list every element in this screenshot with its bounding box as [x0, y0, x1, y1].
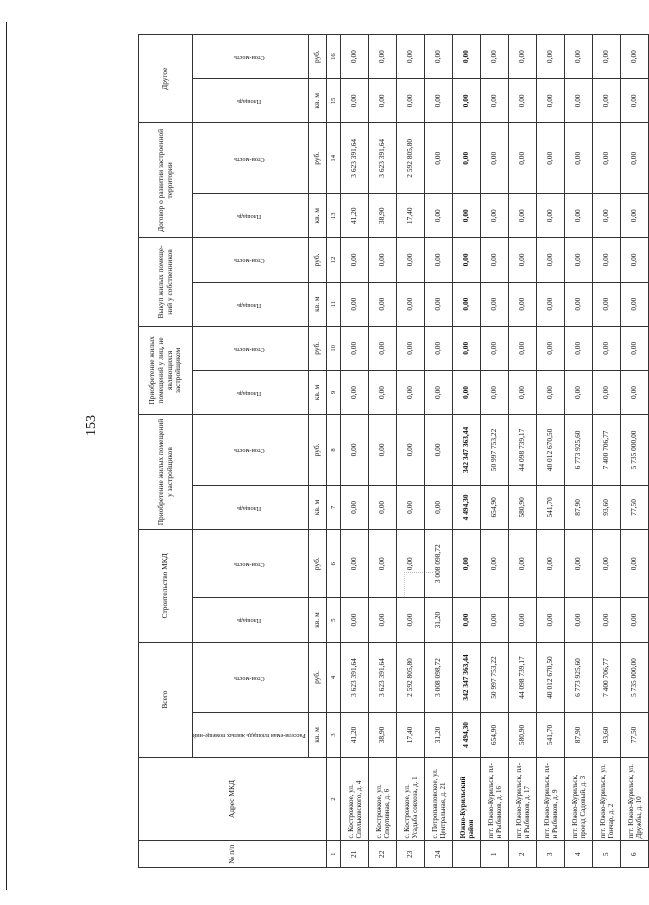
cell-area: 17,40	[397, 194, 425, 238]
column-number-row	[327, 35, 341, 868]
header-area: Площадь	[193, 370, 309, 414]
cell-cost: 0,00	[481, 35, 509, 79]
table-row	[481, 35, 509, 868]
table-body	[139, 35, 649, 868]
column-number-cell: 8	[327, 415, 341, 486]
cell-cost: 0,00	[621, 35, 649, 79]
table-row	[425, 35, 453, 868]
cell-area: 38,90	[369, 713, 397, 757]
cell-area: 0,00	[481, 282, 509, 326]
district-row	[453, 35, 481, 868]
header-address: Адрес МКД	[139, 757, 327, 841]
cell-cost: 44 098 739,17	[509, 642, 537, 713]
header-cost: Стои-мость	[193, 415, 309, 486]
table-row	[593, 35, 621, 868]
cell-cost: 0,00	[397, 529, 425, 598]
cell-area: 17,40	[397, 713, 425, 757]
cell-cost: 0,00	[593, 326, 621, 370]
cell-area: 0,00	[397, 79, 425, 123]
row-number: 6	[621, 841, 649, 868]
cell-area: 4 494,30	[453, 713, 481, 757]
cell-area: 0,00	[593, 194, 621, 238]
cell-area: 41,20	[341, 194, 369, 238]
cell-cost: 0,00	[341, 326, 369, 370]
cell-cost: 0,00	[621, 123, 649, 194]
unit-area: кв. м	[309, 713, 327, 757]
cell-area: 0,00	[593, 370, 621, 414]
cell-area: 0,00	[537, 79, 565, 123]
header-group-territory-development: Договор о развитии застроенной территории	[139, 123, 193, 238]
cell-cost: 0,00	[453, 123, 481, 194]
cell-cost: 0,00	[565, 529, 593, 598]
row-address: пгт. Южно-Курильск, пл-н Рыбников, д. 16	[481, 757, 509, 841]
unit-area: кв. м	[309, 370, 327, 414]
cell-area: 0,00	[397, 485, 425, 529]
cell-cost: 7 400 706,77	[593, 642, 621, 713]
cell-cost: 0,00	[481, 238, 509, 282]
cell-cost: 0,00	[453, 238, 481, 282]
header-area: Площадь	[193, 598, 309, 642]
cell-cost: 0,00	[369, 529, 397, 598]
column-number-cell: 9	[327, 370, 341, 414]
unit-cost: руб.	[309, 415, 327, 486]
row-address: с. Кострожкое, ул. Усадьба совхоза, д. 1	[397, 757, 425, 841]
header-area: Площадь	[193, 282, 309, 326]
cell-area: 87,90	[565, 485, 593, 529]
row-number: 5	[593, 841, 621, 868]
row-number: 3	[537, 841, 565, 868]
unit-cost: руб.	[309, 238, 327, 282]
unit-cost: руб.	[309, 326, 327, 370]
cell-cost: 0,00	[481, 326, 509, 370]
cell-area: 0,00	[621, 598, 649, 642]
row-address: Южно-Курильский район	[453, 757, 481, 841]
cell-cost: 0,00	[593, 238, 621, 282]
cell-area: 0,00	[397, 282, 425, 326]
cell-cost: 0,00	[537, 238, 565, 282]
cell-cost: 5 735 000,00	[621, 642, 649, 713]
cell-cost: 0,00	[621, 529, 649, 598]
cell-cost: 0,00	[481, 123, 509, 194]
cell-area: 93,60	[593, 713, 621, 757]
cell-cost: 0,00	[537, 529, 565, 598]
cell-area: 0,00	[593, 79, 621, 123]
column-number-cell: 14	[327, 123, 341, 194]
cell-cost: 40 012 670,50	[537, 642, 565, 713]
cell-area: 0,00	[341, 282, 369, 326]
header-group-purchase-non-developers: Приобретение жилых помещений у лиц, не являющихся застройщиком	[139, 326, 193, 414]
row-address: пгт. Южно-Курильск, ул. Дружбы, д. 10	[621, 757, 649, 841]
cell-cost: 0,00	[537, 123, 565, 194]
cell-area: 0,00	[425, 485, 453, 529]
cell-cost: 0,00	[425, 35, 453, 79]
cell-cost: 40 012 670,50	[537, 415, 565, 486]
unit-area: кв. м	[309, 598, 327, 642]
header-area: Площадь	[193, 194, 309, 238]
unit-area: кв. м	[309, 79, 327, 123]
cell-cost: 0,00	[425, 415, 453, 486]
row-address: пгт. Южно-Курильск, пл-н Рыбников, д. 17	[509, 757, 537, 841]
column-number-cell: 5	[327, 598, 341, 642]
unit-area: кв. м	[309, 194, 327, 238]
cell-area: 0,00	[509, 79, 537, 123]
header-row-groups	[139, 35, 193, 868]
cell-cost: 0,00	[481, 529, 509, 598]
column-number-cell: 4	[327, 642, 341, 713]
cell-area: 0,00	[453, 282, 481, 326]
column-number-cell: 15	[327, 79, 341, 123]
cell-cost: 6 773 925,60	[565, 642, 593, 713]
cell-area: 0,00	[425, 370, 453, 414]
cell-area: 0,00	[621, 79, 649, 123]
cell-area: 580,90	[509, 485, 537, 529]
row-address: с. Кострожкое, ул. Спельковского, д. 4	[341, 757, 369, 841]
row-address: с. Кострожкое, ул. Спортивная, д. 6	[369, 757, 397, 841]
cell-cost: 0,00	[621, 238, 649, 282]
row-number: 21	[341, 841, 369, 868]
cell-cost: 3 623 391,64	[369, 123, 397, 194]
table-row	[397, 35, 425, 868]
column-number-cell: 11	[327, 282, 341, 326]
unit-cost: руб.	[309, 642, 327, 713]
cell-cost: 5 735 000,00	[621, 415, 649, 486]
cell-area: 0,00	[593, 598, 621, 642]
cell-cost: 0,00	[565, 123, 593, 194]
cell-cost: 0,00	[369, 35, 397, 79]
cell-cost: 342 347 363,44	[453, 415, 481, 486]
header-area: Площадь	[193, 79, 309, 123]
cell-cost: 0,00	[453, 35, 481, 79]
unit-area: кв. м	[309, 485, 327, 529]
cell-area: 0,00	[509, 282, 537, 326]
cell-area: 0,00	[565, 282, 593, 326]
cell-area: 0,00	[341, 485, 369, 529]
header-group-total: Всего	[139, 642, 193, 757]
cell-cost: 3 008 098,72	[425, 529, 453, 598]
cell-cost: 0,00	[425, 123, 453, 194]
cell-cost: 0,00	[453, 529, 481, 598]
cell-area: 0,00	[341, 598, 369, 642]
resettlement-table	[138, 34, 649, 868]
cell-cost: 6 773 925,60	[565, 415, 593, 486]
cell-cost: 0,00	[565, 326, 593, 370]
row-number: 24	[425, 841, 453, 868]
unit-cost: руб.	[309, 529, 327, 598]
table-row	[509, 35, 537, 868]
cell-area: 0,00	[453, 194, 481, 238]
column-number-cell: 3	[327, 713, 341, 757]
cell-cost: 0,00	[453, 326, 481, 370]
cell-cost: 0,00	[509, 326, 537, 370]
cell-area: 87,90	[565, 713, 593, 757]
cell-cost: 0,00	[397, 415, 425, 486]
cell-area: 77,50	[621, 485, 649, 529]
cell-area: 0,00	[481, 370, 509, 414]
cell-area: 0,00	[453, 598, 481, 642]
cell-area: 0,00	[509, 370, 537, 414]
header-row-units	[309, 35, 327, 868]
cell-area: 0,00	[453, 370, 481, 414]
cell-area: 0,00	[453, 79, 481, 123]
cell-cost: 3 623 391,64	[369, 642, 397, 713]
header-group-construction: Строительство МКД	[139, 529, 193, 642]
cell-cost: 0,00	[397, 35, 425, 79]
cell-area: 0,00	[565, 194, 593, 238]
cell-area: 541,70	[537, 485, 565, 529]
cell-cost: 3 623 391,64	[341, 642, 369, 713]
row-number: 22	[369, 841, 397, 868]
cell-cost: 0,00	[537, 326, 565, 370]
cell-area: 0,00	[565, 79, 593, 123]
column-number-cell: 13	[327, 194, 341, 238]
cell-cost: 0,00	[341, 415, 369, 486]
cell-area: 0,00	[537, 282, 565, 326]
page-number: 153	[84, 415, 99, 436]
cell-area: 0,00	[369, 282, 397, 326]
cell-area: 0,00	[509, 598, 537, 642]
cell-area: 0,00	[341, 79, 369, 123]
cell-area: 0,00	[621, 370, 649, 414]
column-number-cell: 2	[327, 757, 341, 841]
unit-cost: руб.	[309, 35, 327, 79]
cell-cost: 7 400 706,77	[593, 415, 621, 486]
cell-area: 654,90	[481, 713, 509, 757]
header-area: Площадь	[193, 485, 309, 529]
cell-cost: 0,00	[425, 326, 453, 370]
cell-cost: 0,00	[397, 326, 425, 370]
header-group-purchase-developers: Приобретение жилых помещений у застройщиков	[139, 415, 193, 530]
row-number: 4	[565, 841, 593, 868]
cell-area: 0,00	[397, 370, 425, 414]
header-cost: Стои-мость	[193, 326, 309, 370]
cell-cost: 0,00	[425, 238, 453, 282]
table-row	[565, 35, 593, 868]
table-row	[621, 35, 649, 868]
cell-area: 0,00	[509, 194, 537, 238]
cell-area: 93,60	[593, 485, 621, 529]
cell-cost: 0,00	[509, 238, 537, 282]
header-group-buyout-owners: Выкуп жилых помеще-ний у собственников	[139, 238, 193, 326]
cell-area: 0,00	[593, 282, 621, 326]
cell-area: 0,00	[369, 370, 397, 414]
cell-area: 0,00	[397, 598, 425, 642]
cell-area: 0,00	[425, 282, 453, 326]
cell-cost: 50 997 753,22	[481, 415, 509, 486]
unit-cost: руб.	[309, 123, 327, 194]
cell-cost: 0,00	[341, 35, 369, 79]
table-row	[341, 35, 369, 868]
rotated-table-container	[138, 34, 643, 868]
cell-area: 541,70	[537, 713, 565, 757]
cell-cost: 44 098 739,17	[509, 415, 537, 486]
cell-cost: 0,00	[565, 238, 593, 282]
cell-cost: 2 592 805,80	[397, 642, 425, 713]
cell-area: 77,50	[621, 713, 649, 757]
cell-cost: 0,00	[537, 35, 565, 79]
column-number-cell: 16	[327, 35, 341, 79]
cell-cost: 0,00	[369, 415, 397, 486]
cell-area: 41,20	[341, 713, 369, 757]
cell-cost: 0,00	[509, 35, 537, 79]
cell-cost: 3 623 391,64	[341, 123, 369, 194]
cell-area: 0,00	[565, 370, 593, 414]
cell-cost: 0,00	[593, 35, 621, 79]
cell-area: 0,00	[341, 370, 369, 414]
row-address: пгт. Южно-Курильск, пл-н Рыбников, д. 9	[537, 757, 565, 841]
cell-area: 0,00	[481, 194, 509, 238]
header-cost: Стои-мость	[193, 123, 309, 194]
unit-area: кв. м	[309, 282, 327, 326]
cell-cost: 0,00	[621, 326, 649, 370]
header-group-other: Другое	[139, 35, 193, 123]
column-number-cell: 1	[327, 841, 341, 868]
column-number-cell: 6	[327, 529, 341, 598]
header-cost: Стои-мость	[193, 238, 309, 282]
cell-cost: 0,00	[341, 529, 369, 598]
cell-area: 0,00	[369, 79, 397, 123]
header-row-subheaders	[193, 35, 309, 868]
cell-area: 580,90	[509, 713, 537, 757]
column-number-cell: 7	[327, 485, 341, 529]
row-number: 23	[397, 841, 425, 868]
table-row	[369, 35, 397, 868]
header-cost: Стои-мость	[193, 529, 309, 598]
cell-cost: 0,00	[593, 529, 621, 598]
cell-cost: 0,00	[565, 35, 593, 79]
cell-area: 0,00	[425, 194, 453, 238]
cell-area: 31,20	[425, 598, 453, 642]
cell-area: 0,00	[369, 485, 397, 529]
cell-area: 31,20	[425, 713, 453, 757]
cell-cost: 0,00	[397, 238, 425, 282]
cell-area: 0,00	[621, 194, 649, 238]
binding-edge-line	[6, 22, 7, 890]
cell-area: 0,00	[537, 598, 565, 642]
cell-cost: 0,00	[369, 238, 397, 282]
cell-cost: 0,00	[509, 529, 537, 598]
table-row	[537, 35, 565, 868]
cell-area: 38,90	[369, 194, 397, 238]
cell-area: 0,00	[565, 598, 593, 642]
cell-area: 4 494,30	[453, 485, 481, 529]
row-address: с. Петропавловское, ул. Центральная, д. 21	[425, 757, 453, 841]
cell-area: 0,00	[425, 79, 453, 123]
row-number: 2	[509, 841, 537, 868]
column-number-cell: 12	[327, 238, 341, 282]
cell-area: 0,00	[481, 79, 509, 123]
row-address: пгт. Южно-Курильск, проезд Садовый, д. 3	[565, 757, 593, 841]
cell-area: 0,00	[621, 282, 649, 326]
header-num: № п/п	[139, 841, 327, 868]
cell-cost: 2 592 805,80	[397, 123, 425, 194]
cell-cost: 0,00	[593, 123, 621, 194]
cell-cost: 0,00	[369, 326, 397, 370]
row-number: 1	[481, 841, 509, 868]
column-number-cell: 10	[327, 326, 341, 370]
cell-cost: 50 997 753,22	[481, 642, 509, 713]
row-address: пгт. Южно-Курильск, ул. Гончар, д. 2	[593, 757, 621, 841]
cell-area: 0,00	[537, 370, 565, 414]
header-cost: Стои-мость	[193, 35, 309, 79]
cell-cost: 342 347 363,44	[453, 642, 481, 713]
row-number	[453, 841, 481, 868]
header-area-total: Расселя-емая площадь жилых помеще-ний	[193, 713, 309, 757]
header-cost: Стои-мость	[193, 642, 309, 713]
cell-cost: 0,00	[341, 238, 369, 282]
cell-area: 654,90	[481, 485, 509, 529]
cell-cost: 0,00	[509, 123, 537, 194]
cell-area: 0,00	[537, 194, 565, 238]
cell-cost: 3 008 098,72	[425, 642, 453, 713]
cell-area: 0,00	[481, 598, 509, 642]
cell-area: 0,00	[369, 598, 397, 642]
